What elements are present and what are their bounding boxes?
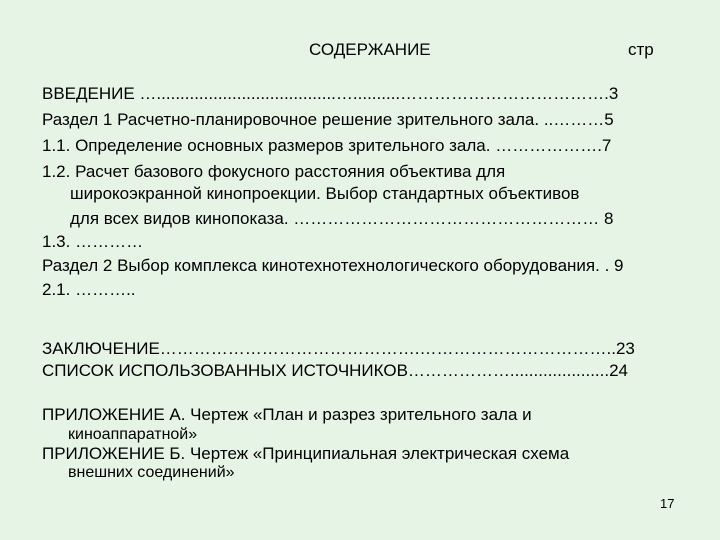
toc-entry-conclusion: ЗАКЛЮЧЕНИЕ……………………………………….……………………………..23	[42, 339, 635, 358]
toc-entry-section-1: Раздел 1 Расчетно-планировочное решение зрительного зала. ..………5	[42, 110, 614, 129]
toc-entry-appendix-a-cont: киноаппаратной»	[68, 426, 198, 443]
page-column-label: стр	[628, 40, 654, 59]
page-number: 17	[660, 496, 675, 511]
toc-entry-1-2-cont: широкоэкранной кинопроекции. Выбор стандартных объективов	[70, 184, 580, 203]
toc-entry-introduction: ВВЕДЕНИЕ …......................................…..........……………………………….3	[42, 84, 619, 103]
toc-title: СОДЕРЖАНИЕ	[309, 40, 431, 59]
toc-entry-appendix-a: ПРИЛОЖЕНИЕ А. Чертеж «План и разрез зрительного зала и	[42, 405, 532, 424]
toc-entry-appendix-b-cont: внешних соединений»	[68, 464, 235, 481]
toc-entry-1-3: 1.3. …………	[42, 232, 144, 251]
toc-entry-1-2: 1.2. Расчет базового фокусного расстояния объектива для	[42, 162, 506, 181]
toc-entry-1-2-cont2: для всех видов кинопоказа. ……………………………………………… 8	[70, 209, 614, 228]
toc-entry-appendix-b: ПРИЛОЖЕНИЕ Б. Чертеж «Принципиальная электрическая схема	[42, 444, 570, 463]
toc-entry-references: СПИСОК ИСПОЛЬЗОВАННЫХ ИСТОЧНИКОВ……………….....................24	[42, 361, 629, 380]
toc-entry-section-2: Раздел 2 Выбор комплекса кинотехнотехнологического оборудования. . 9	[42, 256, 624, 275]
toc-entry-1-1: 1.1. Определение основных размеров зрительного зала. ……………….7	[42, 136, 612, 155]
toc-entry-2-1: 2.1. ………..	[42, 280, 136, 299]
